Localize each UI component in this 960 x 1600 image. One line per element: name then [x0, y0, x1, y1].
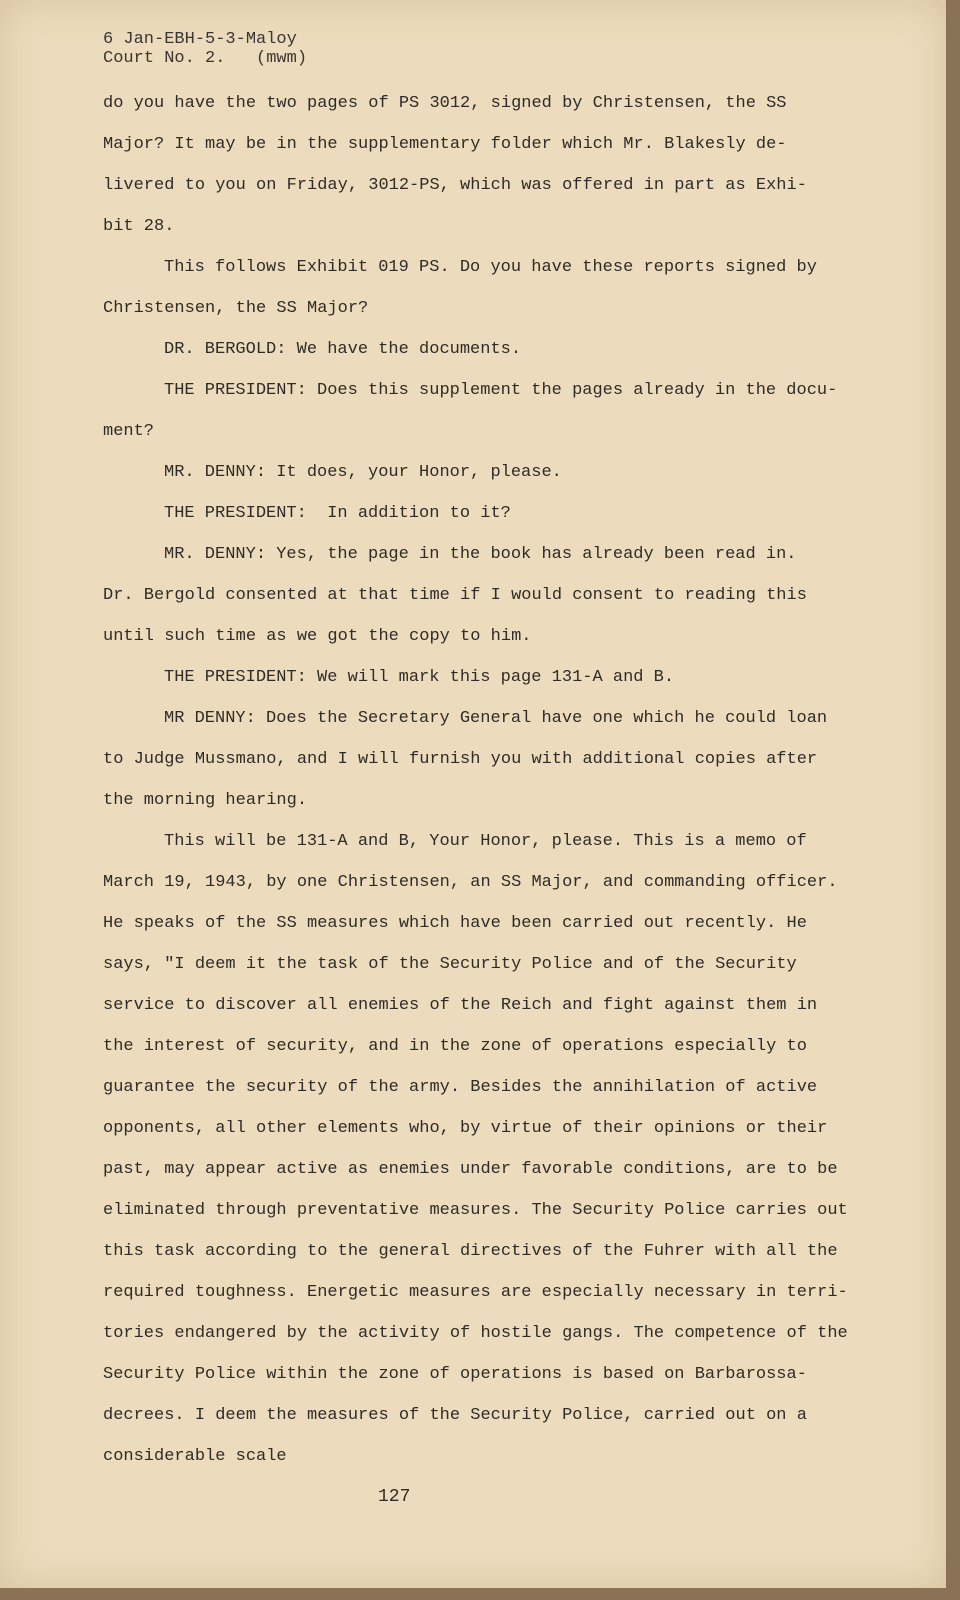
- text-line: THE PRESIDENT: Does this supplement the pages already in the docu-: [164, 381, 838, 400]
- text-line: MR. DENNY: Yes, the page in the book has already been read in.: [164, 545, 797, 564]
- text-line: He speaks of the SS measures which have been carried out recently. He: [103, 914, 807, 933]
- text-line: ment?: [103, 422, 155, 441]
- text-line: DR. BERGOLD: We have the documents.: [164, 340, 522, 359]
- text-line: March 19, 1943, by one Christensen, an SS Major, and commanding officer.: [103, 873, 838, 892]
- text-line: MR. DENNY: It does, your Honor, please.: [164, 463, 562, 482]
- text-line: the morning hearing.: [103, 791, 308, 810]
- page-number: 127: [378, 1487, 411, 1507]
- text-line: Major? It may be in the supplementary folder which Mr. Blakesly de-: [103, 135, 787, 154]
- text-line: THE PRESIDENT: In addition to it?: [164, 504, 511, 523]
- text-line: guarantee the security of the army. Besides the annihilation of active: [103, 1078, 818, 1097]
- text-line: considerable scale: [103, 1447, 287, 1466]
- text-line: eliminated through preventative measures. The Security Police carries out: [103, 1201, 848, 1220]
- text-line: bit 28.: [103, 217, 175, 236]
- text-line: the interest of security, and in the zone of operations especially to: [103, 1037, 807, 1056]
- text-line: Security Police within the zone of operations is based on Barbarossa-: [103, 1365, 807, 1384]
- text-line: THE PRESIDENT: We will mark this page 131-A and B.: [164, 668, 675, 687]
- text-line: do you have the two pages of PS 3012, signed by Christensen, the SS: [103, 94, 787, 113]
- text-line: service to discover all enemies of the Reich and fight against them in: [103, 996, 818, 1015]
- text-line: This will be 131-A and B, Your Honor, please. This is a memo of: [164, 832, 807, 851]
- text-line: Christensen, the SS Major?: [103, 299, 369, 318]
- text-line: to Judge Mussmano, and I will furnish you with additional copies after: [103, 750, 818, 769]
- header-line-2: Court No. 2. (mwm): [103, 49, 308, 68]
- text-line: Dr. Bergold consented at that time if I would consent to reading this: [103, 586, 807, 605]
- text-line: required toughness. Energetic measures are especially necessary in terri-: [103, 1283, 848, 1302]
- text-line: livered to you on Friday, 3012-PS, which was offered in part as Exhi-: [103, 176, 807, 195]
- text-line: This follows Exhibit 019 PS. Do you have these reports signed by: [164, 258, 817, 277]
- text-line: past, may appear active as enemies under favorable conditions, are to be: [103, 1160, 838, 1179]
- text-line: decrees. I deem the measures of the Security Police, carried out on a: [103, 1406, 807, 1425]
- text-line: says, "I deem it the task of the Security Police and of the Security: [103, 955, 797, 974]
- text-line: tories endangered by the activity of hostile gangs. The competence of the: [103, 1324, 848, 1343]
- header-line-1: 6 Jan-EBH-5-3-Maloy: [103, 30, 297, 49]
- transcript-body: [103, 89, 873, 1483]
- page-header: [103, 30, 307, 68]
- text-line: opponents, all other elements who, by virtue of their opinions or their: [103, 1119, 828, 1138]
- text-line: this task according to the general directives of the Fuhrer with all the: [103, 1242, 838, 1261]
- text-line: MR DENNY: Does the Secretary General have one which he could loan: [164, 709, 828, 728]
- text-line: until such time as we got the copy to him.: [103, 627, 532, 646]
